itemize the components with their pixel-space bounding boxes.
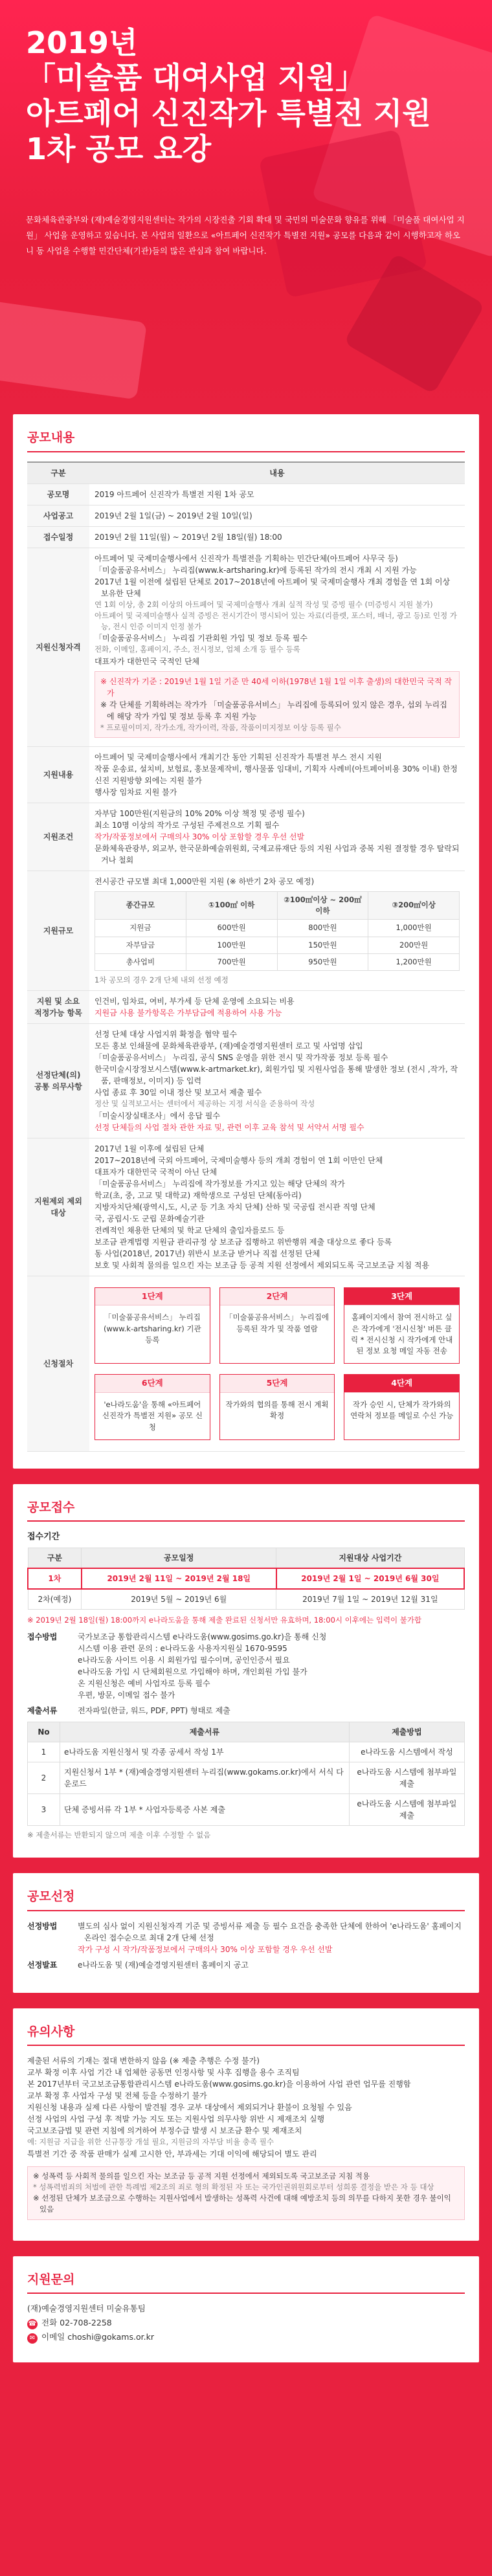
list-item: 작품 운송료, 설치비, 보험료, 홍보물제작비, 행사물품 임대비, 기획자 사례비(아트페어비용 30% 이내) 한정 <box>95 764 458 773</box>
method-block <box>27 1631 465 1716</box>
hero-program: 「미술품 대여사업 지원」 <box>26 60 365 95</box>
table-row <box>27 526 465 548</box>
row-label: 지원내용 <box>27 746 89 803</box>
list-item: 교부 확정 후 사업자 구성 및 전체 등을 수정하기 불가 <box>27 2091 207 2101</box>
list-item: 인건비, 임차료, 여비, 부가세 등 단체 운영에 소요되는 비용 <box>95 997 295 1006</box>
list-item: * 프로필이미지, 작가소개, 작가이력, 작품, 작품이미지정보 이상 등록 필수 <box>100 722 341 732</box>
table-cell: e나라도움 시스템에 첨부파일 제출 <box>349 1794 464 1826</box>
table-row <box>27 483 465 505</box>
table-cell: 3 <box>28 1794 60 1826</box>
contact-phone <box>27 2317 465 2329</box>
list-item: 아트페어 및 국제미술행사에서 신진작가 특별전을 기획하는 민간단체(아트페어 사무국 등) <box>95 553 398 563</box>
row-label: 접수일정 <box>27 526 89 548</box>
overview-table <box>27 461 465 1452</box>
list-item: 「미술품공유서비스」 누리집에 작가정보를 가지고 있는 해당 단체의 작가 <box>95 1179 345 1188</box>
table-cell: 1,000만원 <box>368 920 460 937</box>
notice-text: e나라도움 및 (재)예술경영지원센터 홈페이지 공고 <box>78 1960 249 1970</box>
section-title: 공모선정 <box>27 1887 465 1911</box>
row-value <box>89 548 465 746</box>
table-cell: 지원신청서 1부 * (재)예술경영지원센터 누리집(www.gokams.or.kr)에서 서식 다운로드 <box>60 1762 350 1794</box>
table-cell: 700만원 <box>186 953 277 970</box>
row-value <box>89 1024 465 1138</box>
table-cell: 2019년 2월 1일 ~ 2019년 6월 30일 <box>276 1568 464 1589</box>
list-item: e나라도움 사이트 이용 시 회원가입 필수이며, 공인인증서 필요 <box>78 1656 290 1665</box>
phone-text: 전화 02-708-2258 <box>41 2317 112 2327</box>
table-cell: 1 <box>28 1742 60 1762</box>
step-number: 3단계 <box>344 1288 459 1306</box>
procedure-step <box>219 1287 335 1364</box>
list-item: 연 1회 이상, 총 2회 이상의 아트페어 및 국제미술행사 개최 실적 작성 및 증빙 필수 (미증빙시 지원 불가) <box>95 599 433 609</box>
list-item: 보조금 관계법령 지원금 관리규정 상 보조금 집행하고 위반행위 제출 대상으로 좋다 등록 <box>95 1237 392 1247</box>
column-header: 제출방법 <box>349 1722 464 1742</box>
table-row <box>27 505 465 526</box>
step-number: 1단계 <box>95 1288 210 1306</box>
row-value <box>89 1276 465 1451</box>
table-row <box>28 1794 465 1826</box>
list-item: 2017년 1월 이후에 설립된 단체 <box>95 1144 205 1153</box>
table-cell: 2차(예정) <box>28 1589 82 1610</box>
table-cell: 2019년 7월 1일 ~ 2019년 12월 31일 <box>276 1589 464 1610</box>
recruit-section <box>13 1484 479 1858</box>
list-item: 아트페어 및 국제미술행사 실적 증빙은 전시기간이 명시되어 있는 자료(리플렛, 포스터, 배너, 광고 등)로 인정 가능, 전시 인증 이미지 인정 불가 <box>95 610 457 631</box>
selection-block <box>27 1920 465 1971</box>
column-header: ②100㎡이상 ~ 200㎡이하 <box>277 891 368 920</box>
mail-icon: ✉ <box>27 2333 38 2344</box>
list-item: 1차 공모의 경우 2개 단체 내외 선정 예정 <box>95 975 229 984</box>
list-item: ※ 선정된 단체가 보조금으로 수행하는 지원사업에서 발생하는 성폭력 사건에 대해 예방조치 등의 의무를 다하지 못한 경우 불이익 있음 <box>33 2193 451 2214</box>
table-row <box>95 920 460 937</box>
list-item: 교부 확정 이후 사업 기간 내 업체한 공동면 인정사항 및 사후 집행을 용수 조직팀 <box>27 2068 300 2078</box>
row-value <box>89 991 465 1024</box>
list-item: 2017년 1월 이전에 설립된 단체로 2017~2018년에 아트페어 및 국제미술행사 개최 경험을 연 1회 이상 보유한 단체 <box>95 577 451 598</box>
step-text: 작가와의 협의를 통해 전시 계획 확정 <box>225 1400 329 1421</box>
table-cell: e나라도움 시스템에서 작성 <box>349 1742 464 1762</box>
table-row <box>27 871 465 991</box>
method-label: 접수방법 <box>27 1632 58 1641</box>
list-item: 전화, 이메일, 홈페이지, 주소, 전시정보, 업체 소개 등 필수 등록 <box>95 645 300 654</box>
column-header: 구분 <box>28 1548 82 1568</box>
list-item: 한국미술시장정보시스템(www.k-artmarket.kr), 회원가입 및 지원사업을 통해 발생한 정보 (전시 ,작가, 작품, 판매정보, 이미지) 등 입력 <box>95 1065 458 1086</box>
section-title: 공모접수 <box>27 1498 465 1522</box>
row-label: 지원신청자격 <box>27 548 89 746</box>
list-item: ※ 성폭력 등 사회적 물의를 일으킨 자는 보조금 등 공적 지원 선정에서 제외되도록 국고보조금 지침 적용 <box>33 2171 370 2181</box>
list-item: 최소 10명 이상의 작가로 구성된 주제전으로 기획 필수 <box>95 820 280 830</box>
list-item: 「미술품공유서비스」 누리집, 공식 SNS 운영을 위한 전시 및 작가작품 정보 등록 필수 <box>95 1053 388 1063</box>
procedure-step <box>95 1287 210 1364</box>
table-cell: 2 <box>28 1762 60 1794</box>
warning-box <box>27 2166 465 2220</box>
table-cell: 1,200만원 <box>368 953 460 970</box>
list-item: 모든 홍보 인쇄물에 문화체육관광부, (재)예술경영지원센터 로고 및 사업명 삽입 <box>95 1041 363 1051</box>
section-title: 지원문의 <box>27 2271 465 2294</box>
step-text: 「미술품공유서비스」 누리집(www.k-artsharing.kr) 기관 등록 <box>104 1313 201 1344</box>
column-header: 지원대상 사업기간 <box>276 1548 464 1568</box>
notice-label: 선정발표 <box>27 1960 58 1970</box>
email-text[interactable]: 이메일 choshi@gokams.or.kr <box>41 2331 154 2342</box>
contact-section <box>13 2256 479 2362</box>
row-label: 사업공고 <box>27 505 89 526</box>
row-label: 지원조건 <box>27 803 89 871</box>
list-item: 대표자가 대한민국 국적인 단체 <box>95 656 200 666</box>
table-row <box>27 803 465 871</box>
list-item: 행사장 임차료 지원 불가 <box>95 787 177 797</box>
row-value <box>89 1138 465 1276</box>
list-item: 지방자치단체(광역시,도, 시,군 등 기초 자치 단체) 산하 및 국공립 전시관 직영 단체 <box>95 1202 375 1212</box>
table-row <box>27 746 465 803</box>
row-value: 2019년 2월 11일(월) ~ 2019년 2월 18일(월) 18:00 <box>89 526 465 548</box>
list-item: 지원신청 내용과 실제 다른 사항이 발견될 경우 교부 대상에서 제외되거나 환불이 요청될 수 있음 <box>27 2103 352 2113</box>
procedure-steps <box>95 1281 460 1447</box>
table-cell: e나라도움 지원신청서 및 각종 공세서 작성 1부 <box>60 1742 350 1762</box>
table-cell: 150만원 <box>277 937 368 953</box>
list-item: 동 사업(2018년, 2017년) 위반시 보조금 받거나 직접 선정된 단체 <box>95 1249 320 1258</box>
list-item: * 성폭력범죄의 처벌에 관한 특례법 제2조의 죄로 형의 확정된 자 또는 국가인권위원회로부터 성희롱 결정을 받은 자 등 대상 <box>33 2182 434 2192</box>
table-cell: 단체 증빙서류 각 1부 * 사업자등록증 사본 제출 <box>60 1794 350 1826</box>
procedure-step <box>344 1374 460 1440</box>
table-cell: 총사업비 <box>95 953 186 970</box>
step-number: 5단계 <box>220 1375 335 1393</box>
list-item: 전례적인 채용한 단체의 및 학교 단체의 출입자를로드 등 <box>95 1225 285 1235</box>
scale-table <box>95 891 460 971</box>
hero-banner <box>0 0 492 414</box>
list-item: 아트페어 및 국제미술행사에서 개최기간 동안 기획된 신진작가 특별전 부스 전시 지원 <box>95 752 382 762</box>
list-item: 대표자가 대한민국 국적이 아닌 단체 <box>95 1167 218 1177</box>
contact-email[interactable] <box>27 2331 465 2344</box>
phone-icon: ☎ <box>27 2319 38 2329</box>
row-label: 공모명 <box>27 483 89 505</box>
period-table <box>27 1548 465 1610</box>
procedure-step <box>219 1374 335 1440</box>
table-row <box>28 1589 464 1610</box>
step-number: 2단계 <box>220 1288 335 1306</box>
list-item: 온 지원신청은 예비 사업자로 등록 필수 <box>78 1679 210 1688</box>
row-label: 지원제외 제외대상 <box>27 1138 89 1276</box>
table-row <box>27 1138 465 1276</box>
caution-list <box>27 2055 465 2159</box>
basis-list <box>78 1920 465 1955</box>
table-cell: 100만원 <box>186 937 277 953</box>
column-header: 공모일정 <box>82 1548 276 1568</box>
row-label: 신청절차 <box>27 1276 89 1451</box>
caution-section <box>13 2008 479 2241</box>
table-cell: 200만원 <box>368 937 460 953</box>
list-item: 사업 종료 후 30일 이내 정산 및 보고서 제출 필수 <box>95 1088 262 1098</box>
table-row <box>95 937 460 953</box>
column-header: 구분 <box>27 462 89 484</box>
step-number: 4단계 <box>344 1375 459 1393</box>
list-item: 「미술시장실태조사」에서 응답 필수 <box>95 1111 220 1120</box>
table-row <box>28 1742 465 1762</box>
column-header: No <box>28 1722 60 1742</box>
step-text: 홈페이지에서 참여 전시하고 싶은 작가에게 '전시신청' 버튼 클릭 * 전시신청 시 작가에게 안내된 정보 요청 메일 자동 전송 <box>350 1313 453 1355</box>
column-header: 내용 <box>89 462 465 484</box>
list-item: 2017~2018년에 국외 아트페어, 국제미술행사 등의 개최 경험이 연 1회 이만인 단체 <box>95 1155 383 1165</box>
list-item: 학교(초, 중, 고교 및 대학교) 재학생으로 구성된 단체(동아리) <box>95 1190 302 1200</box>
selection-section <box>13 1873 479 1993</box>
list-item: 시스템 이용 관련 문의 : e나라도움 사용자지원실 1670-9595 <box>78 1644 287 1653</box>
section-title: 공모내용 <box>27 428 465 452</box>
procedure-step <box>344 1287 460 1364</box>
list-item: 특별전 기간 중 작품 판매가 실제 고시한 안, 부과세는 기대 이익에 해당되어 별도 관리 <box>27 2149 317 2159</box>
list-item: 「미술품공유서비스」 누리집 기관회원 가입 및 정보 등록 필수 <box>95 634 308 643</box>
list-item: 신진 지원방향 외에는 지원 불가 <box>95 775 202 785</box>
highlight-box <box>95 671 460 738</box>
row-label: 지원규모 <box>27 871 89 991</box>
row-label: 지원 및 소요 적정가능 항목 <box>27 991 89 1024</box>
list-item: 제출된 서류의 기재는 절대 변한하지 않음 (※ 제출 추행은 수정 불가) <box>27 2056 260 2066</box>
list-item: 선정 단체 대상 사업지위 확정을 협약 필수 <box>95 1030 237 1039</box>
list-item: 작가 구성 시 작가/작품정보에서 구매의사 30% 이상 포함할 경우 우선 선발 <box>78 1944 333 1954</box>
overview-section <box>13 414 479 1469</box>
column-header: ③200㎡이상 <box>368 891 460 920</box>
step-text: 작가 승인 시, 단체가 작가와의 연락처 정보를 메일로 수신 가능 <box>350 1400 454 1421</box>
hero-decoration <box>0 299 147 399</box>
table-cell: 600만원 <box>186 920 277 937</box>
list-item: 작가/작품정보에서 구매의사 30% 이상 포함할 경우 우선 선발 <box>95 832 305 841</box>
row-label: 선정단체(의) 공통 의무사항 <box>27 1024 89 1138</box>
list-item: 「미술품공유서비스」 누리집(www.k-artsharing.kr)에 등록된 작가의 전시 개최 시 지원 가능 <box>95 565 417 575</box>
list-item: 본 2017년부터 국고보조금통합관리시스템 e나라도움(www.gosims.go.kr)을 이용하여 사업 관련 업무를 진행함 <box>27 2080 411 2089</box>
hero-notice-line: 1차 공모 요강 <box>26 131 212 167</box>
table-row <box>28 1568 464 1589</box>
list-item: 예: 지원금 지급을 위한 신규통장 개설 필요, 지원금의 자부담 비율 충족 필수 <box>27 2137 274 2147</box>
row-value <box>89 746 465 803</box>
list-item: 별도의 심사 없이 지원신청자격 기준 및 증빙서류 제출 등 필수 요건을 충족한 단체에 한하여 'e나라도움' 홈페이지 온라인 접수순으로 최대 2개 단체 선정 <box>78 1921 462 1942</box>
list-item: 정산 및 실적보고서는 센터에서 제공하는 지정 서식을 준용하여 작성 <box>95 1099 315 1109</box>
list-item: 전시공간 규모별 최대 1,000만원 지원 (※ 하반기 2차 공모 예정) <box>95 876 315 886</box>
table-cell: 2019년 2월 11일 ~ 2019년 2월 18일 <box>82 1568 276 1589</box>
row-value: 2019 아트페어 신진작가 특별전 지원 1차 공모 <box>89 483 465 505</box>
step-number: 6단계 <box>95 1375 210 1393</box>
table-cell: 800만원 <box>277 920 368 937</box>
list-item: 선정 사업의 사업 구성 후 적발 가능 지도 또는 지원사업 의무사항 위반 시 제재조치 실행 <box>27 2115 325 2124</box>
docs-label: 제출서류 <box>27 1706 58 1715</box>
step-text: 'e나라도움'을 통해 «아트페어 신진작가 특별전 지원» 공모 신청 <box>102 1400 203 1432</box>
step-text: 「미술품공유서비스」 누리집에 등록된 작가 및 작품 열람 <box>225 1313 329 1333</box>
method-list <box>78 1631 465 1701</box>
list-item: 문화체육관광부, 외교부, 한국문화예술위원회, 국제교류재단 등의 지원 사업과 중복 지원 결정할 경우 탈락되거나 철회 <box>95 843 460 865</box>
list-item: ※ 각 단체를 기획하려는 작가가 「미술품공유서비스」 누리집에 등록되어 있지 않은 경우, 섭외 누리집에 해당 작가 가입 및 정보 등록 후 지원 가능 <box>100 700 447 721</box>
table-cell: 1차 <box>28 1568 82 1589</box>
deadline-note: ※ 2019년 2월 18일(월) 18:00까지 e나라도움을 통해 제출 완료된 신청서만 유효하며, 18:00시 이후에는 입력이 불가합 <box>27 1615 422 1625</box>
table-cell: e나라도움 시스템에 첨부파일 제출 <box>349 1762 464 1794</box>
list-item: 국가보조금 통합관리시스템 e나라도움(www.gosims.go.kr)을 통해 신청 <box>78 1632 327 1641</box>
table-cell: 950만원 <box>277 953 368 970</box>
list-item: 지원금 사용 불가항목은 가부담금에 적용하여 사용 가능 <box>95 1008 282 1018</box>
row-value <box>89 871 465 991</box>
list-item: e나라도움 가입 시 단체회원으로 가입해야 하며, 개인회원 가입 불가 <box>78 1667 308 1676</box>
docs-note: ※ 제출서류는 반환되지 않으며 제출 이후 수정할 수 없음 <box>27 1830 211 1839</box>
row-value <box>89 803 465 871</box>
table-row <box>95 953 460 970</box>
list-item: 보호 및 사회적 물의를 일으킨 자는 보조금 등 공적 지원 선정에서 제외되도록 국고보조금 지침 적용 <box>95 1260 430 1270</box>
procedure-step <box>95 1374 210 1440</box>
list-item: 우편, 방문, 이메일 접수 불가 <box>78 1691 175 1700</box>
row-value: 2019년 2월 1일(금) ~ 2019년 2월 10일(일) <box>89 505 465 526</box>
list-item: 선정 단체들의 사업 절차 관한 자료 및, 관련 이후 교육 참석 및 서약서 서명 필수 <box>95 1122 364 1132</box>
list-item: 국, 공립시·도 군립 문화예술기관 <box>95 1214 205 1223</box>
list-item: 국고보조금법 및 관련 지침에 의거하여 부정수급 발생 시 보조금 환수 및 제재조치 <box>27 2126 302 2136</box>
table-row <box>27 1276 465 1451</box>
basis-label: 선정방법 <box>27 1921 58 1931</box>
column-header: ①100㎡ 이하 <box>186 891 277 920</box>
docs-table <box>27 1722 465 1826</box>
section-title: 유의사항 <box>27 2023 465 2047</box>
table-row <box>27 1024 465 1138</box>
contact-org: (재)예술경영지원센터 미술유통팀 <box>27 2304 146 2313</box>
list-item: 자부담 100만원(지원금의 10% 20% 이상 책정 및 증빙 필수) <box>95 808 305 818</box>
subsection-title: 접수기간 <box>27 1532 60 1542</box>
hero-artist-line: 아트페어 신진작가 특별전 지원 <box>26 96 431 131</box>
docs-text: 전자파일(한글, 워드, PDF, PPT) 형태로 제출 <box>78 1706 230 1715</box>
hero-title <box>26 26 466 167</box>
hero-year: 2019년 <box>26 25 138 60</box>
table-cell: 자부담금 <box>95 937 186 953</box>
table-row <box>27 548 465 746</box>
hero-intro: 문화체육관광부와 (재)예술경영지원센터는 작가의 시장진출 기회 확대 및 국민의 미술문화 향유를 위해 「미술품 대여사업 지원」 사업을 운영하고 있습니다. 본 사업의 일환으로 «아트페어 신진작가 특별전 지원» 공모를 다음과 같이 시행하고자 하오니 동 사업을 수행할 민간단체(기관)들의 많은 관심과 참여 바랍니다. <box>26 215 465 256</box>
column-header: 종간규모 <box>95 891 186 920</box>
table-cell: 2019년 5월 ~ 2019년 6월 <box>82 1589 276 1610</box>
table-row <box>27 991 465 1024</box>
list-item: ※ 신진작가 기준 : 2019년 1월 1일 기준 만 40세 이하(1978년 1월 1일 이후 출생)의 대한민국 국적 작가 <box>100 676 452 698</box>
table-row <box>28 1762 465 1794</box>
table-cell: 지원금 <box>95 920 186 937</box>
column-header: 제출서류 <box>60 1722 350 1742</box>
